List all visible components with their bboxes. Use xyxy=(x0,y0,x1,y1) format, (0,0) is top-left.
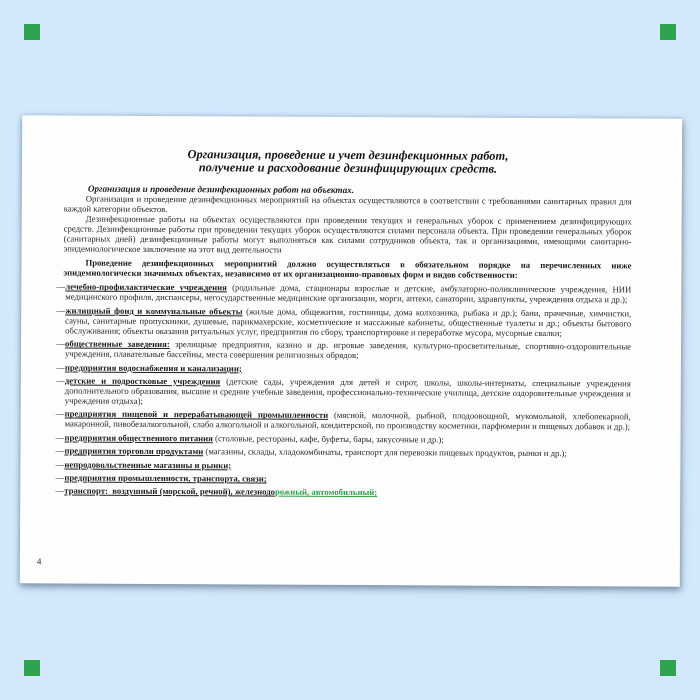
list-item-text xyxy=(64,472,630,485)
list-item-rest: зрелищные предприятия, казино и др. игровые заведения, культурно-просветительные, спортивно-оздоровительные учреждения, плавательные бассейны, места совершения религиозных обрядов; xyxy=(64,339,632,361)
list-item-children xyxy=(55,375,631,408)
list-item-text xyxy=(64,486,630,499)
list-item-text xyxy=(65,375,631,408)
list-item-food-trade xyxy=(55,445,630,459)
dash-marker: — xyxy=(55,485,64,496)
list-item-lead: предприятия пищевой и перерабатывающей промышленности xyxy=(64,408,329,421)
list-item-medical xyxy=(56,281,632,305)
list-item-rest: (детские сады, учреждения для детей и сирот, школы, школы-интернаты, специальные учреждения дополнительного образования, высшие и средние учебные заведения, профессионально-технические училища, детские оздоровительные учреждения и учреждения отдыха); xyxy=(64,376,631,406)
dash-marker: — xyxy=(55,445,65,456)
dash-marker: — xyxy=(55,375,65,386)
list-item-lead: предприятия водоснабжения и канализации; xyxy=(64,362,242,374)
page-number: 4 xyxy=(36,556,42,567)
list-item-housing xyxy=(56,305,632,338)
list-item-rest: (мясной, молочной, рыбной, плодоовощной, мукомольной, хлебопекарной, макаронной, пивобезалкогольной, слабо алкогольной и алкогольной, кондитерской, по производству косметики, парфюмерии и пищевых добавок и др.); xyxy=(64,410,631,432)
document-title xyxy=(64,147,632,176)
objects-list xyxy=(55,281,632,499)
document-title-line2: получение и расходование дезинфицирующих средств. xyxy=(198,160,498,176)
dash-marker: — xyxy=(55,432,65,443)
fiducial-marker-top-right xyxy=(660,24,676,40)
list-item-catering xyxy=(55,432,631,445)
dash-marker: — xyxy=(55,458,65,470)
list-item-text xyxy=(65,282,631,305)
list-item-lead: жилищный фонд и коммунальные объекты xyxy=(65,305,243,317)
list-item-rest: (родильные дома, стационары взрослые и детские, амбулаторно-поликлинические учреждения, НИИ медицинского профиля, диспансеры, негосударственные медицинские организации, морги, аптеки, санатории, здравпункты, учреждения отдыха и др.); xyxy=(65,282,632,305)
fiducial-marker-bottom-left xyxy=(24,660,40,676)
fiducial-marker-top-left xyxy=(24,24,40,40)
list-item-lead: предприятия промышленности, транспорта, связи; xyxy=(64,472,267,484)
document-title-line1: Организация, проведение и учет дезинфекционных работ, xyxy=(187,147,509,163)
list-item-rest: (жилые дома, общежития, гостиницы, дома колхозника, рыбака и др.); бани, прачечные, химчистки, сауны, санитарные пропускники, душевые, парикмахерские, косметические и массажные кабинеты, общественные туалеты и др.; объекты бытового обслуживания; объекты оказания ритуальных услуг, предприятия по сбору, транспортировке и переработке мусора, мусорные свалки; xyxy=(65,306,632,338)
list-item-transport xyxy=(55,485,630,499)
list-item-food-industry xyxy=(55,408,631,432)
paragraph-works: Дезинфекционные работы на объектах осуществляются при проведении текущих и генеральных уборок с применением дезинфицирующих средств. Дезинфекционные работы при проведении текущих уборок осуществляются силами персонала объекта. При проведении генеральных уборок (санитарных дней) дезинфекционные работы могут выполняться как силами сотрудников объекта, так и организациями, имеющими санитарно-эпидемиологическое заключение на этот вид деятельности xyxy=(63,214,632,256)
list-item-text xyxy=(64,446,630,459)
paragraph-organization: Организация и проведение дезинфекционных мероприятий на объектах осуществляются в соответствии с требованиями санитарных правил для каждой категории объектов. xyxy=(63,194,632,215)
fiducial-marker-bottom-right xyxy=(660,660,676,676)
list-item-industry xyxy=(55,472,630,485)
section-heading: Организация и проведение дезинфекционных работ на объектах. xyxy=(87,184,355,196)
dash-marker: — xyxy=(56,338,65,349)
list-item-rest: (столовые, рестораны, кафе, буфеты, бары, закусочные и др.); xyxy=(212,433,444,445)
list-item-lead: детские и подростковые учреждения xyxy=(64,375,221,387)
list-item-lead: предприятия общественного питания xyxy=(64,432,213,444)
scanned-document-page xyxy=(20,115,682,586)
list-item-lead: предприятия торговли продуктами xyxy=(64,445,204,457)
dash-marker: — xyxy=(56,281,66,292)
list-item-water-supply xyxy=(55,362,631,375)
list-item-text xyxy=(65,339,631,362)
list-item-text xyxy=(65,362,631,375)
list-item-nonfood-shops xyxy=(55,458,630,472)
list-item-text xyxy=(65,305,631,338)
list-intro: Проведение дезинфекционных мероприятий должно осуществляться в обязательном порядке на перечисленных ниже эпидемиологически значимых объектах, независимо от их организационно-правовых форм и видов собственности: xyxy=(63,258,632,281)
list-item-lead: лечебно-профилактические учреждения xyxy=(65,281,227,293)
dash-marker: — xyxy=(56,305,65,316)
list-item-green-text: рожный, автомобильный; xyxy=(274,486,378,498)
list-item-text xyxy=(64,459,630,472)
list-item-lead: транспорт: xyxy=(64,485,108,497)
list-item-lead-ext: воздушный (морской, речной), железнодо xyxy=(107,486,276,497)
dash-marker: — xyxy=(55,408,65,419)
document-content xyxy=(55,147,632,502)
dash-marker: — xyxy=(55,472,65,483)
dash-marker: — xyxy=(55,362,65,373)
list-item-lead: общественные заведения: xyxy=(65,338,170,350)
list-item-rest: (магазины, склады, хладокомбинаты, транспорт для перевозки пищевых продуктов, рынки и др.); xyxy=(203,446,567,459)
list-item-text xyxy=(65,409,631,432)
list-item-lead: непродовольственные магазины и рынки; xyxy=(64,459,232,470)
list-item-text xyxy=(65,432,631,445)
list-item-public-venues xyxy=(56,338,632,362)
